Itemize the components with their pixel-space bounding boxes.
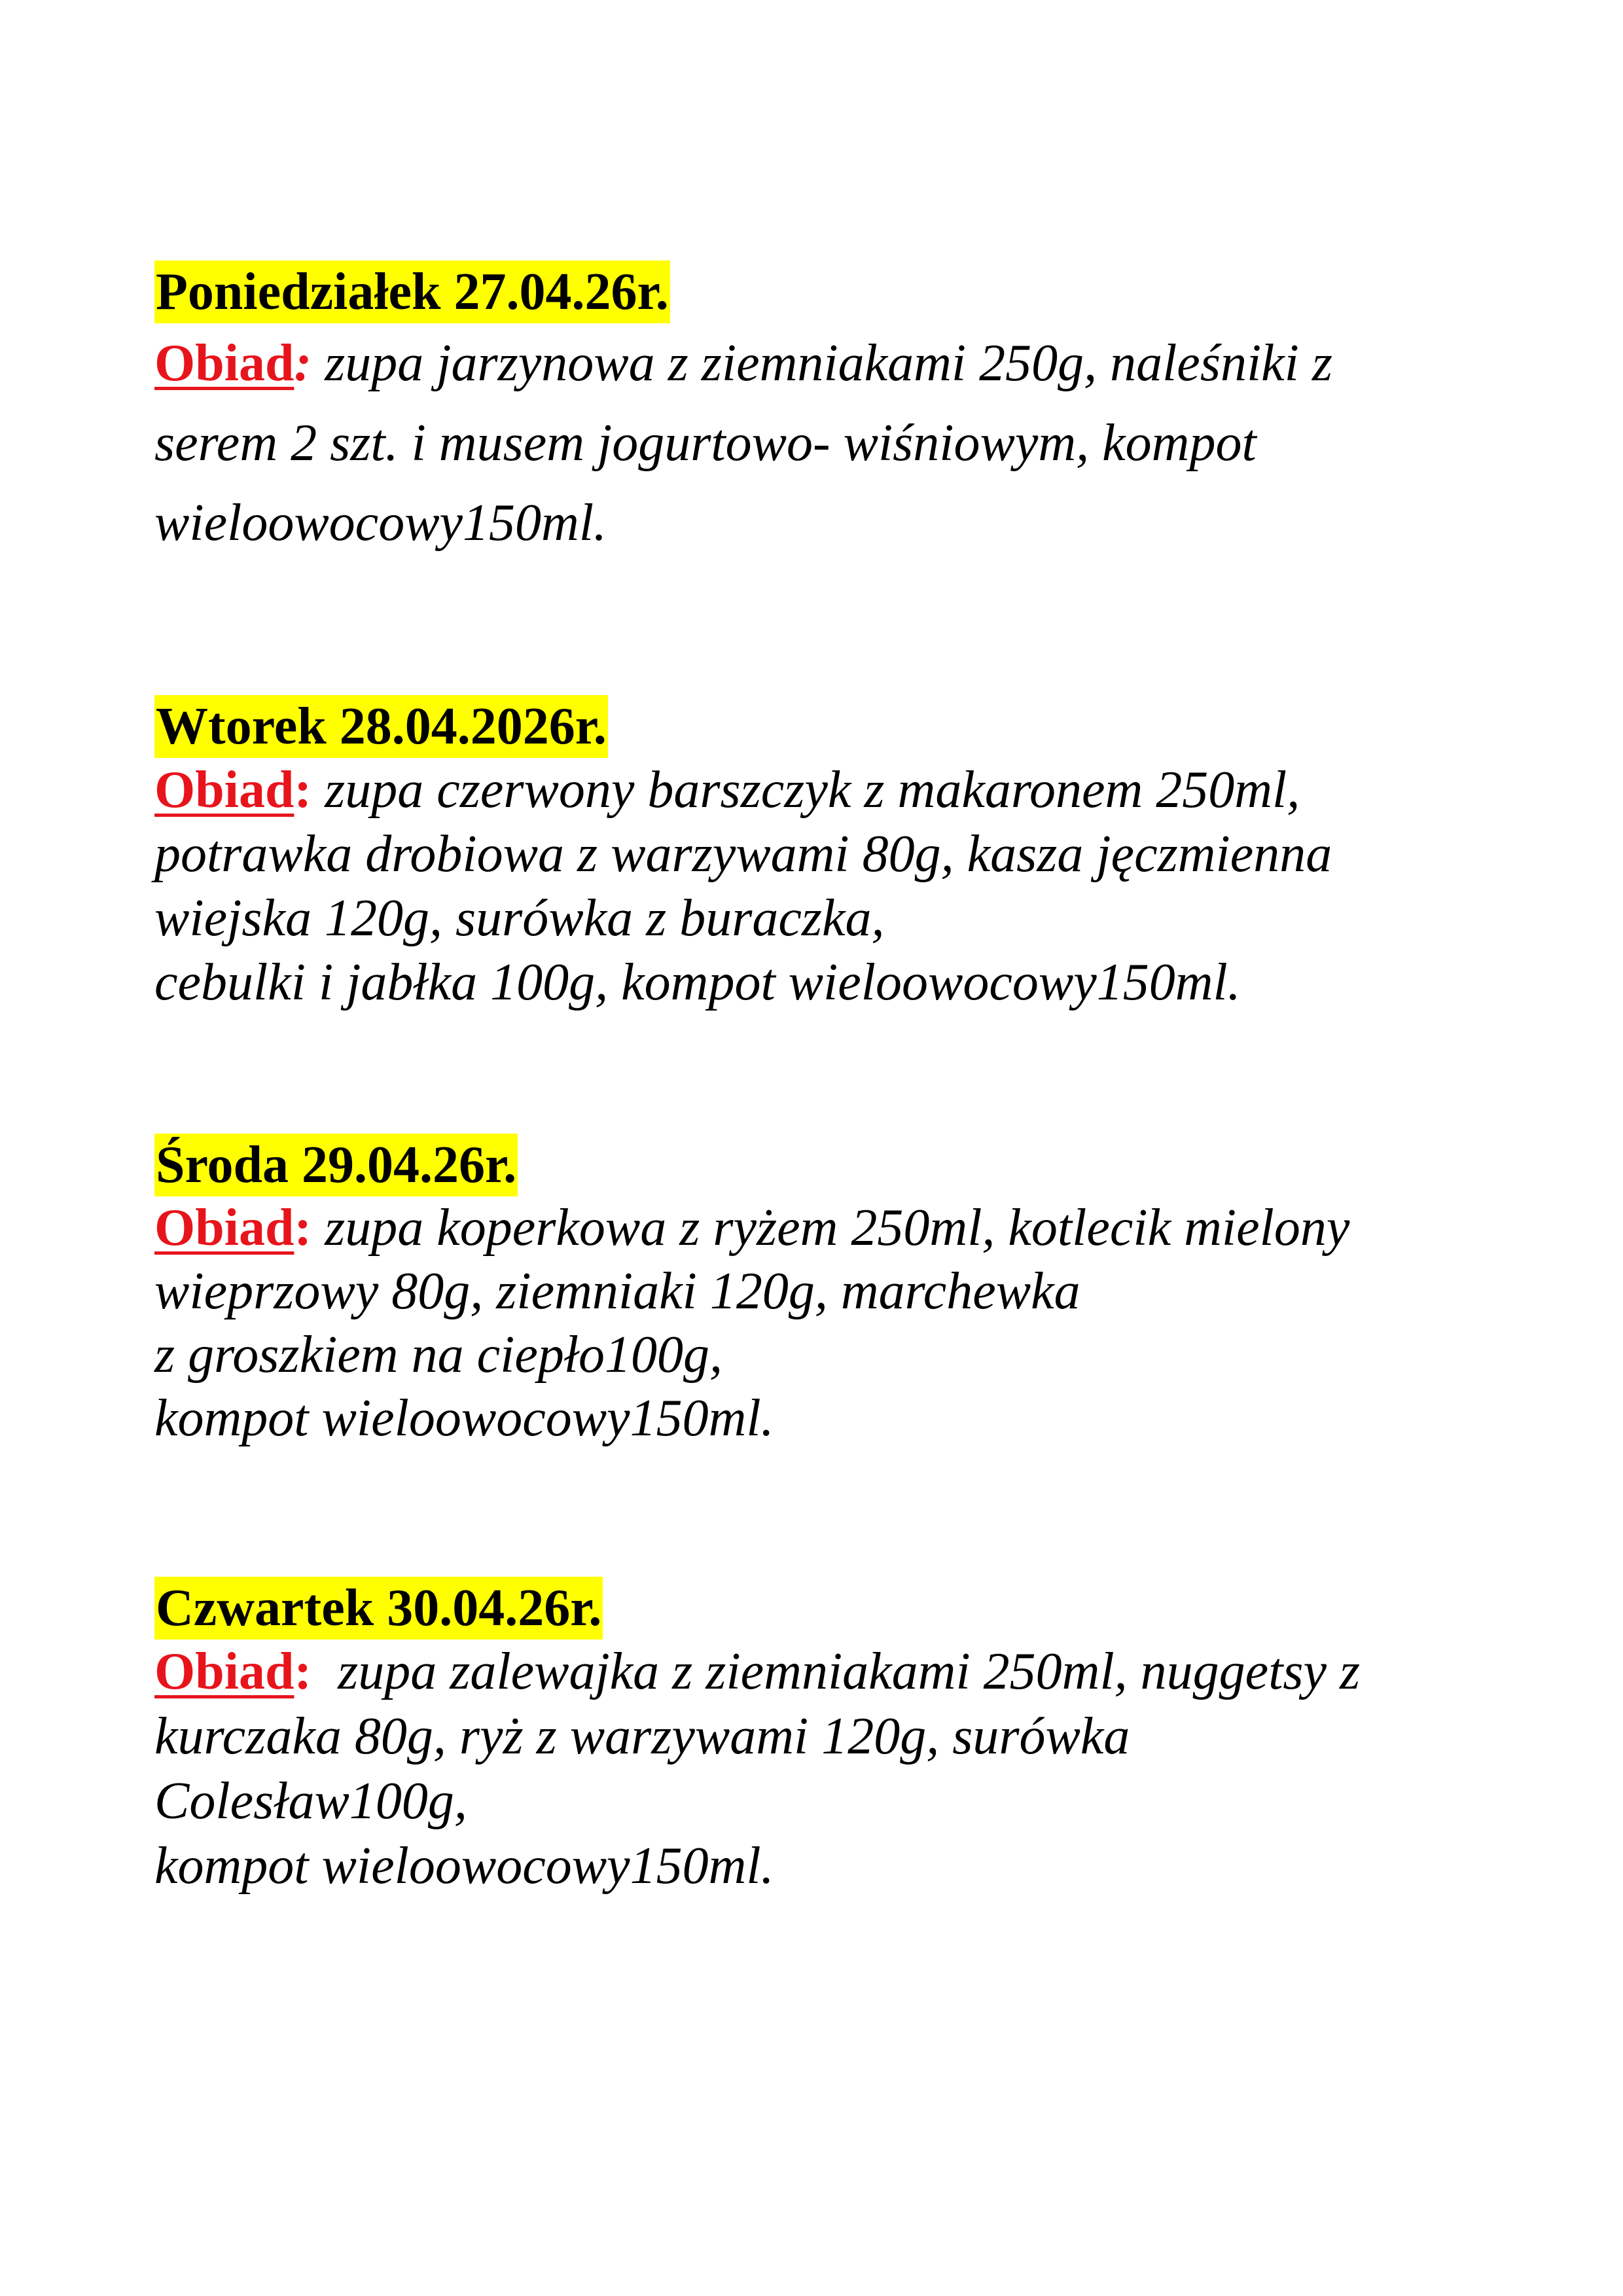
menu-line: wieloowocowy150ml. — [154, 494, 607, 552]
menu-line: z groszkiem na ciepło100g, — [154, 1326, 723, 1384]
day-title: Czwartek 30.04.26r. — [154, 1577, 603, 1640]
menu-line — [154, 1196, 1529, 1260]
day-entry-tuesday — [154, 695, 1529, 1014]
meal-label-colon: : — [294, 1199, 312, 1257]
menu-line: kompot wieloowocowy150ml. — [154, 1390, 774, 1447]
day-menu — [154, 323, 1529, 563]
menu-line: Colesław100g, — [154, 1772, 467, 1830]
day-entry-wednesday — [154, 1134, 1529, 1450]
menu-line: kurczaka 80g, ryż z warzywami 120g, surówka — [154, 1708, 1130, 1765]
menu-line — [154, 323, 1529, 403]
menu-text: zupa zalewajka z ziemniakami 250ml, nuggetsy z — [338, 1643, 1361, 1700]
day-entry-thursday — [154, 1577, 1529, 1899]
menu-text: zupa czerwony barszczyk z makaronem 250ml, — [325, 761, 1300, 819]
meal-label-colon: : — [294, 1643, 312, 1700]
day-title: Środa 29.04.26r. — [154, 1134, 518, 1196]
menu-line: cebulki i jabłka 100g, kompot wieloowocowy150ml. — [154, 954, 1241, 1011]
menu-text: zupa koperkowa z ryżem 250ml, kotlecik mielony — [325, 1199, 1350, 1257]
meal-label: Obiad — [154, 1199, 294, 1257]
day-title: Wtorek 28.04.2026r. — [154, 695, 608, 758]
menu-line — [154, 1640, 1529, 1704]
meal-label: Obiad — [154, 334, 294, 392]
menu-line: potrawka drobiowa z warzywami 80g, kasza jęczmienna — [154, 825, 1332, 883]
menu-line: wiejska 120g, surówka z buraczka, — [154, 889, 885, 947]
menu-text: zupa jarzynowa z ziemniakami 250g, naleśniki z — [325, 334, 1333, 392]
day-menu — [154, 758, 1529, 1014]
meal-label-colon: : — [294, 334, 312, 392]
meal-label: Obiad — [154, 761, 294, 819]
day-menu — [154, 1196, 1529, 1450]
menu-line: kompot wieloowocowy150ml. — [154, 1837, 774, 1895]
day-entry-monday — [154, 260, 1529, 563]
day-menu — [154, 1640, 1529, 1899]
meal-label: Obiad — [154, 1643, 294, 1700]
day-title: Poniedziałek 27.04.26r. — [154, 260, 670, 323]
meal-label-colon: : — [294, 761, 312, 819]
menu-line — [154, 758, 1529, 822]
menu-line: serem 2 szt. i musem jogurtowo- wiśniowym, kompot — [154, 414, 1257, 472]
menu-line: wieprzowy 80g, ziemniaki 120g, marchewka — [154, 1263, 1080, 1320]
